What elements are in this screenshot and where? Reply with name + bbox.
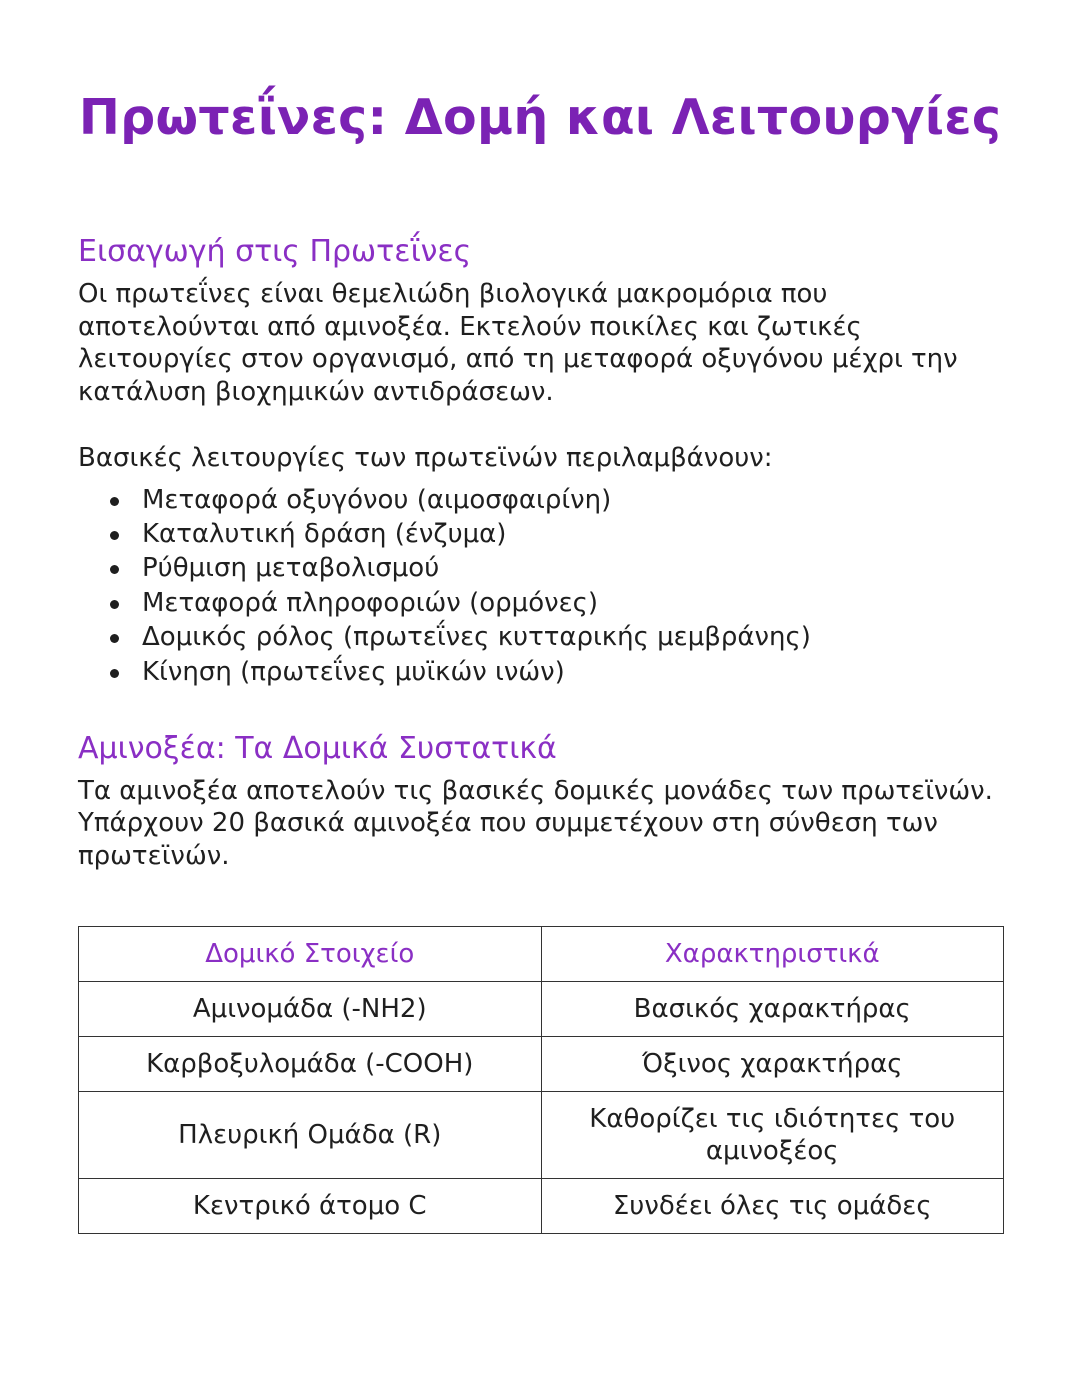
list-item-text: Μεταφορά οξυγόνου (αιμοσφαιρίνη) [142,484,612,515]
bullet-icon [110,669,119,678]
bullet-icon [110,497,119,506]
page-title: Πρωτεΐνες: Δομή και Λειτουργίες [78,89,1002,146]
table-row [79,1037,1004,1092]
list-item [110,586,1002,620]
column-header-element: Δομικό Στοιχείο [79,927,542,982]
table-row [79,1179,1004,1234]
amino-paragraph: Τα αμινοξέα αποτελούν τις βασικές δομικές μονάδες των πρωτεϊνών. Υπάρχουν 20 βασικά αμινοξέα που συμμετέχουν στη σύνθεση των πρωτεϊνών. [78,775,993,871]
list-item-text: Καταλυτική δράση (ένζυμα) [142,518,507,549]
table-cell: Κεντρικό άτομο C [79,1179,542,1234]
table-cell: Καρβοξυλομάδα (-COOH) [79,1037,542,1092]
amino-structure-table [78,926,1004,1234]
list-item [110,551,1002,585]
bullet-icon [110,565,119,574]
list-item-text: Δομικός ρόλος (πρωτεΐνες κυτταρικής μεμβράνης) [142,622,811,653]
table-row [79,982,1004,1037]
table-cell: Βασικός χαρακτήρας [541,982,1004,1037]
table-cell: Όξινος χαρακτήρας [541,1037,1004,1092]
amino-heading: Αμινοξέα: Τα Δομικά Συστατικά [78,730,557,766]
table-cell: Καθορίζει τις ιδιότητες του αμινοξέος [541,1092,1004,1179]
bullet-icon [110,600,119,609]
list-item-text: Κίνηση (πρωτεΐνες μυϊκών ινών) [142,656,565,687]
list-item [110,483,1002,517]
table-cell: Πλευρική Ομάδα (R) [79,1092,542,1179]
list-item [110,620,1002,654]
functions-lead: Βασικές λειτουργίες των πρωτεϊνών περιλαμβάνουν: [78,443,773,473]
bullet-icon [110,531,119,540]
list-item-text: Μεταφορά πληροφοριών (ορμόνες) [142,587,599,618]
list-item [110,517,1002,551]
list-item [110,655,1002,689]
functions-list [78,483,1002,689]
table-cell: Συνδέει όλες τις ομάδες [541,1179,1004,1234]
table-header-row [79,927,1004,982]
column-header-characteristics: Χαρακτηριστικά [541,927,1004,982]
intro-paragraph: Οι πρωτεΐνες είναι θεμελιώδη βιολογικά μακρομόρια που αποτελούνται από αμινοξέα. Εκτελούν ποικίλες και ζωτικές λειτουργίες στον οργανισμό, από τη μεταφορά οξυγόνου μέχρι την κατάλυση βιοχημικών αντιδράσεων. [78,279,958,407]
table-row [79,1092,1004,1179]
intro-heading: Εισαγωγή στις Πρωτεΐνες [78,234,472,269]
list-item-text: Ρύθμιση μεταβολισμού [142,553,440,584]
table-cell: Αμινομάδα (-NH2) [79,982,542,1037]
bullet-icon [110,634,119,643]
